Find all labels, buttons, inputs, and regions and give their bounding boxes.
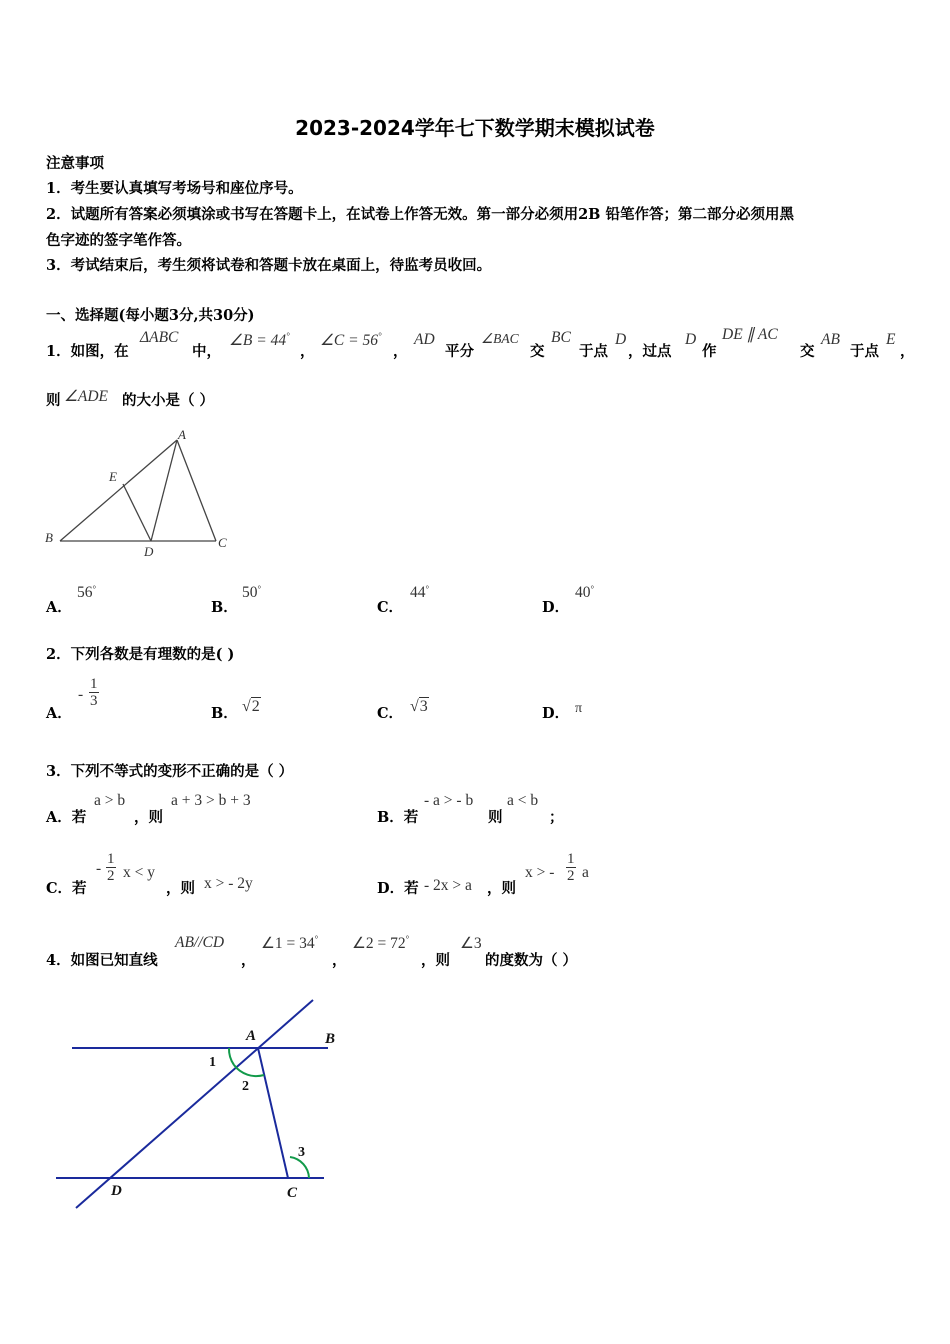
q4-comma: ， bbox=[332, 952, 347, 969]
q1-point-d: D bbox=[685, 331, 697, 348]
q4-text: 的度数为（ ） bbox=[485, 952, 578, 969]
q1-figure-label-b: B bbox=[45, 530, 53, 545]
q1-comma: ， bbox=[300, 343, 315, 360]
notice-heading: 注意事项 bbox=[46, 155, 104, 172]
q4-figure-label-c: C bbox=[287, 1185, 298, 1201]
q1-option-value: 50° bbox=[242, 584, 262, 601]
q3-option-a: A．若 bbox=[46, 809, 87, 826]
q1-option-value: 40° bbox=[575, 584, 595, 601]
q3-option-c-text: ，则 bbox=[166, 880, 195, 897]
q3-option-b-text: 则 bbox=[488, 809, 503, 826]
q1-segment-bc: BC bbox=[551, 329, 571, 346]
notice-item-1: 1．考生要认真填写考场号和座位序号。 bbox=[46, 180, 303, 197]
q2-option-sqrt: √3 bbox=[410, 698, 428, 715]
q2-option-sign: - bbox=[78, 686, 84, 703]
q3-option-c-condition: x < y bbox=[123, 864, 155, 881]
q3-stem: 3．下列不等式的变形不正确的是（ ） bbox=[46, 763, 294, 780]
section-heading: 一、选择题(每小题3分,共30分) bbox=[46, 307, 255, 324]
q3-option-b-result: a < b bbox=[507, 792, 539, 809]
q4-angle-2: ∠2 = 72° bbox=[352, 934, 410, 952]
q4-angle-1: ∠1 = 34° bbox=[261, 934, 319, 952]
q2-option-pi: π bbox=[575, 701, 583, 716]
q1-angle-c: ∠C = 56° bbox=[320, 331, 382, 349]
q1-figure bbox=[40, 424, 240, 564]
q1-text: ， bbox=[900, 343, 915, 360]
q2-option-fraction: $\frac{1}{3}$ bbox=[90, 676, 98, 709]
notice-item-2-cont: 色字迹的签字笔作答。 bbox=[46, 232, 191, 249]
q3-option-a-result: a + 3 > b + 3 bbox=[171, 792, 251, 809]
q4-figure bbox=[50, 995, 350, 1215]
q1-num: 1．如图，在 bbox=[46, 343, 129, 360]
q2-option-sqrt: √2 bbox=[242, 698, 260, 715]
q3-option-c: C．若 bbox=[46, 880, 87, 897]
q1-triangle: ΔABC bbox=[140, 329, 179, 346]
q1-option-value: 56° bbox=[77, 584, 97, 601]
q1-point-e: E bbox=[886, 331, 896, 348]
q1-figure-label-e: E bbox=[109, 469, 117, 484]
q4-figure-label-a: A bbox=[246, 1028, 257, 1044]
q1-figure-label-c: C bbox=[218, 535, 227, 550]
q1-text: 则 bbox=[46, 392, 61, 409]
q2-stem: 2．下列各数是有理数的是( ) bbox=[46, 646, 235, 663]
q3-option-a-text: ，则 bbox=[134, 809, 163, 826]
q4-comma: ， bbox=[241, 952, 256, 969]
q1-segment-ad: AD bbox=[414, 331, 435, 348]
q1-option-letter: D． bbox=[542, 599, 570, 616]
notice-item-2: 2．试题所有答案必须填涂或书写在答题卡上，在试卷上作答无效。第一部分必须用2B 铅笔作答；第二部分必须用黑 bbox=[46, 206, 794, 223]
q3-option-c-sign: - bbox=[96, 860, 102, 877]
q3-option-d-result: a bbox=[582, 864, 589, 881]
q3-option-d-text: ，则 bbox=[487, 880, 516, 897]
q3-option-d: D．若 bbox=[377, 880, 419, 897]
q3-option-c-fraction: $\frac{1}{2}$ bbox=[107, 851, 115, 884]
q4-figure-label-2: 2 bbox=[242, 1079, 249, 1094]
q3-option-b-condition: - a > - b bbox=[424, 792, 474, 809]
q1-segment-ab: AB bbox=[821, 331, 840, 348]
q3-option-d-result: x > - bbox=[525, 864, 555, 881]
q1-parallel-de-ac: DE ∥ AC bbox=[722, 326, 778, 343]
q1-text: 于点 bbox=[579, 343, 608, 360]
q4-parallel-ab-cd: AB//CD bbox=[175, 934, 225, 951]
q1-text: 交 bbox=[530, 343, 545, 360]
q1-text: 交 bbox=[800, 343, 815, 360]
q1-angle-ade: ∠ADE bbox=[64, 388, 109, 405]
q3-option-d-condition: - 2x > a bbox=[424, 877, 472, 894]
q2-option-letter: D． bbox=[542, 705, 570, 722]
q2-option-letter: C． bbox=[377, 705, 404, 722]
q1-text: ，过点 bbox=[628, 343, 672, 360]
q1-angle-b: ∠B = 44° bbox=[229, 331, 290, 349]
q1-figure-label-d: D bbox=[144, 544, 154, 559]
q3-option-d-fraction: $\frac{1}{2}$ bbox=[567, 851, 575, 884]
q1-point-d: D bbox=[615, 331, 627, 348]
q4-text: ，则 bbox=[421, 952, 450, 969]
q1-text: 中， bbox=[192, 343, 221, 360]
q1-option-letter: C． bbox=[377, 599, 404, 616]
q2-option-letter: A． bbox=[46, 705, 72, 722]
q3-option-b-text: ； bbox=[549, 809, 564, 826]
q3-option-b: B．若 bbox=[377, 809, 419, 826]
q1-option-letter: A． bbox=[46, 599, 72, 616]
notice-item-3: 3．考试结束后，考生须将试卷和答题卡放在桌面上，待监考员收回。 bbox=[46, 257, 492, 274]
q4-num: 4．如图已知直线 bbox=[46, 952, 158, 969]
q1-figure-label-a: A bbox=[178, 427, 186, 442]
q4-figure-label-1: 1 bbox=[209, 1055, 216, 1070]
q1-text: 平分 bbox=[445, 343, 474, 360]
q1-text: 的大小是（ ） bbox=[122, 392, 215, 409]
q4-angle-3: ∠3 bbox=[460, 935, 482, 952]
q4-figure-label-3: 3 bbox=[298, 1145, 305, 1160]
q3-option-a-condition: a > b bbox=[94, 792, 126, 809]
page-title: 2023-2024学年七下数学期末模拟试卷 bbox=[295, 116, 655, 140]
q3-option-c-result: x > - 2y bbox=[204, 875, 253, 892]
q4-figure-label-d: D bbox=[111, 1183, 122, 1199]
q1-text: 作 bbox=[702, 343, 717, 360]
q1-comma: ， bbox=[393, 343, 408, 360]
q1-option-value: 44° bbox=[410, 584, 430, 601]
q4-figure-label-b: B bbox=[325, 1031, 336, 1047]
q2-option-letter: B． bbox=[211, 705, 238, 722]
q1-option-letter: B． bbox=[211, 599, 238, 616]
q1-text: 于点 bbox=[850, 343, 879, 360]
q1-angle-bac: ∠BAC bbox=[481, 331, 519, 346]
